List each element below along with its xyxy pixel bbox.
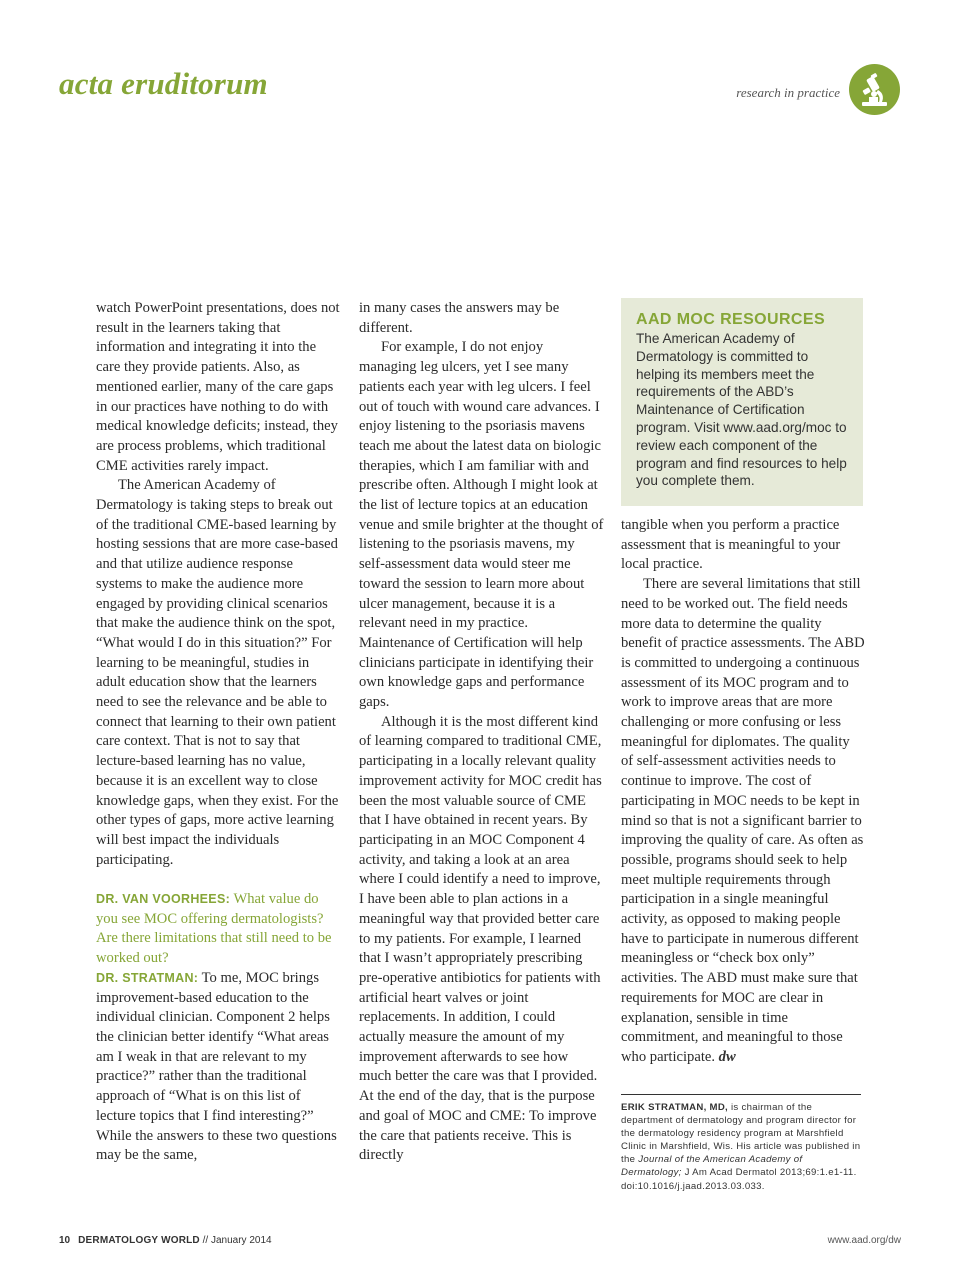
col2-paragraph-3: Although it is the most different kind of learning compared to traditional CME, participating in a locally relevant quality improvement activity for MOC credit has been the most valuable source of CME that I have obtained in recent years. By participating in an MOC Component 4 activity, and taking a look at an area where I could identify a need to improve, I have been able to plan actions in a meaningful way that provided better care to my patients. For example, I learned that I wasn’t appropriately prescribing pre-operative antibiotics for patients with artificial heart valves or joint replacements. In addition, I could actually measure the amount of my improvement afterwards to see how much better the care was that I provided. At the end of the day, that is the purpose and goal of MOC and CME: To improve the care that patients receive. This is directly bbox=[359, 713, 602, 1164]
sidebar-title: AAD MOC RESOURCES bbox=[636, 311, 826, 328]
question-text: What value do you see MOC offering dermatologists? Are there limitations that still need to be worked out? bbox=[96, 891, 332, 967]
footer-left bbox=[59, 1235, 272, 1246]
end-signature: dw bbox=[718, 1048, 736, 1065]
issue-date: January 2014 bbox=[210, 1235, 272, 1246]
col2-paragraph-2: For example, I do not enjoy managing leg ulcers, yet I see many patients each year with leg ulcers. I feel out of touch with wound care advances. I enjoy listening to the psoriasis mavens teach me about the latest data on biologic therapies, which I am familiar with and prescribe often. Although I might look at the list of lecture topics at an education venue and smile brighter at the thought of listening to the psoriasis mavens, my self-assessment data would steer me toward the session to learn more about ulcer management, because it is a relevant need in my practice. Maintenance of Certification will help clinicians participate in identifying their own knowledge gaps and performance gaps. bbox=[359, 339, 604, 711]
col3-paragraph-1: tangible when you perform a practice assessment that is meaningful to your local practice. bbox=[621, 517, 841, 573]
col1-paragraph-2: The American Academy of Dermatology is taking steps to break out of the traditional CME-based learning by hosting sessions that are more case-based and that utilize audience response systems to make the audience more engaged by providing clinical scenarios that make the audience think on the spot, “What would I do in this situation?” For learning to be meaningful, studies in adult education show that the learners need to see the relevance and be able to connect that learning to their own patient care context. That is not to say that lecture-based learning has no value, because it is an excellent way to close knowledge gaps, when they exist. For the other types of gaps, more active learning will best impact the individuals participating. bbox=[96, 477, 339, 868]
moc-resources-sidebar bbox=[621, 298, 863, 506]
column-1 bbox=[96, 299, 340, 1166]
answer-speaker: DR. STRATMAN: bbox=[96, 970, 199, 985]
column-3 bbox=[621, 516, 865, 1068]
page-number: 10 bbox=[59, 1235, 71, 1246]
section-subtitle: research in practice bbox=[736, 85, 840, 100]
column-2 bbox=[359, 299, 604, 1166]
section-title: acta eruditorum bbox=[59, 66, 268, 101]
author-bio bbox=[621, 1094, 861, 1193]
col3-paragraph-2 bbox=[621, 575, 865, 1068]
bio-author-name: ERIK STRATMAN, MD, bbox=[621, 1102, 729, 1113]
answer-paragraph bbox=[96, 969, 340, 1166]
magazine-name: DERMATOLOGY WORLD bbox=[78, 1235, 200, 1246]
question-speaker: DR. VAN VOORHEES: bbox=[96, 892, 231, 907]
bio-citation: J Am Acad Dermatol 2013;69:1.e1-11. doi:10.1016/j.jaad.2013.03.033. bbox=[621, 1167, 857, 1192]
col3-paragraph-2-text: There are several limitations that still need to be worked out. The field needs more data to determine the quality benefit of practice assessments. The ABD is committed to undergoing a continuous assessment of its MOC program and to work to improve areas that are more challenging or more confusing or less meaningful for diplomates. The quality of self-assessment activities needs to continue to improve. The cost of participating in MOC needs to be kept in mind so that is not a significant barrier to improving the quality of care. As often as possible, programs should seek to help meet multiple requirements through participation in a single meaningful activity, as opposed to making people have to participate in numerous different meaningless or “check box only” activities. The ABD must make sure that requirements for MOC are clear in explanation, sensible in time commitment, and meaningful to those who participate. bbox=[621, 576, 865, 1065]
bio-text-1: is chairman of the department of dermatology and program director for the dermatology residency program at Marshfield Clinic in Marshfield, Wis. His article was published in the bbox=[621, 1102, 861, 1166]
col2-paragraph-1: in many cases the answers may be different. bbox=[359, 300, 560, 336]
footer-separator: // bbox=[202, 1235, 209, 1246]
footer-url[interactable]: www.aad.org/dw bbox=[827, 1235, 901, 1246]
sidebar-body: The American Academy of Dermatology is committed to helping its members meet the requirements of the ABD’s Maintenance of Certification program. Visit www.aad.org/moc to review each component of the program and find resources to help you complete them. bbox=[636, 331, 847, 489]
microscope-icon bbox=[849, 64, 900, 115]
answer-text: To me, MOC brings improvement-based education to the individual clinician. Component 2 helps the clinician better identify “What areas am I weak in that are relevant to my practice?” rather than the traditional approach of “What is on this list of lecture topics that I find interesting?” While the answers to these two questions may be the same, bbox=[96, 969, 337, 1164]
bio-journal: Journal of the American Academy of Dermatology; bbox=[621, 1154, 803, 1179]
question-paragraph bbox=[96, 890, 340, 969]
col1-paragraph-1: watch PowerPoint presentations, does not result in the learners taking that information and integrating it into the care they provide patients. Also, as mentioned earlier, many of the care gaps in our practices have nothing to do with medical knowledge deficits; instead, they are process problems, which traditional CME activities rarely impact. bbox=[96, 300, 340, 474]
